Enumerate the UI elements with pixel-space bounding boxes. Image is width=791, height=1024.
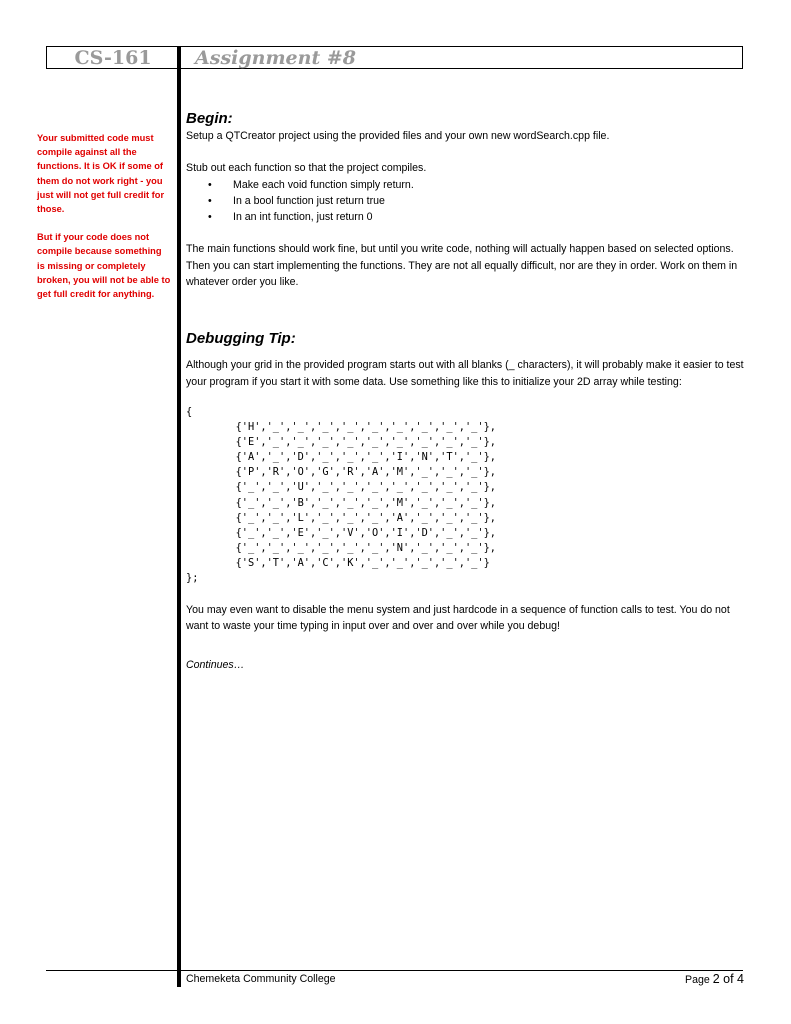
begin-paragraph-setup: Setup a QTCreator project using the provided files and your own new wordSearch.cpp file. [186, 130, 610, 142]
begin-heading: Begin: [186, 110, 233, 127]
sidebar-note-compile: Your submitted code must compile against all the functions. It is OK if some of them do not work right - you just will not get full credit for those. [37, 133, 165, 215]
begin-paragraph-stub: Stub out each function so that the project compiles. [186, 162, 427, 175]
header-box [46, 46, 743, 69]
main-content [186, 110, 746, 673]
code-row: {'_','_','_','_','_','_','N','_','_','_'}, [235, 541, 496, 554]
list-item: • In a bool function just return true [186, 193, 746, 209]
debug-paragraph-grid: Although your grid in the provided program starts out with all blanks (_ characters), it will probably make it easier to test your program if you start it with some data. Use something like this to initialize your 2D array while testing: [186, 359, 744, 388]
vertical-rule [177, 46, 181, 987]
code-row: {'_','_','E','_','V','O','I','D','_','_'}, [235, 526, 496, 539]
code-row: {'E','_','_','_','_','_','_','_','_','_'}, [235, 436, 496, 449]
debug-heading: Debugging Tip: [186, 330, 296, 348]
sidebar-note-broken: But if your code does not compile because something is missing or completely broken, you will not be able to get full credit for anything. [37, 232, 171, 300]
footer-rule [46, 970, 743, 971]
code-row: {'P','R','O','G','R','A','M','_','_','_'}, [235, 466, 496, 479]
stub-bullet-list [186, 177, 746, 226]
list-item: • Make each void function simply return. [186, 177, 746, 193]
code-open-brace: { [186, 405, 193, 418]
course-code: CS-161 [74, 47, 152, 69]
begin-paragraph-main: The main functions should work fine, but until you write code, nothing will actually happen based on selected options. Then you can start implementing the functions. They are not all equally difficult, nor are they in order. Work on them in whatever order you like. [186, 243, 738, 289]
page-count: 2 of 4 [712, 972, 744, 986]
code-row: {'S','T','A','C','K','_','_','_','_','_'} [235, 556, 490, 569]
code-row: {'_','_','U','_','_','_','_','_','_','_'}, [235, 481, 496, 494]
code-block [186, 405, 746, 586]
code-row: {'H','_','_','_','_','_','_','_','_','_'}, [235, 421, 496, 434]
footer-page-number [685, 972, 744, 986]
continues-label: Continues… [186, 658, 245, 671]
code-close-brace: }; [186, 572, 199, 584]
code-row: {'_','_','L','_','_','_','A','_','_','_'}, [235, 511, 496, 524]
code-row: {'A','_','D','_','_','_','I','N','T','_'}, [235, 451, 496, 464]
sidebar-notes [37, 131, 171, 315]
list-item: • In an int function, just return 0 [186, 209, 746, 225]
code-row: {'_','_','B','_','_','_','M','_','_','_'}, [235, 496, 496, 509]
footer-college: Chemeketa Community College [186, 973, 336, 985]
page-label: Page [685, 974, 710, 986]
assignment-title: Assignment #8 [195, 47, 356, 69]
debug-paragraph-hardcode: You may even want to disable the menu system and just hardcode in a sequence of function calls to test. You do not want to waste your time typing in input over and over and over while you debug! [186, 604, 730, 633]
